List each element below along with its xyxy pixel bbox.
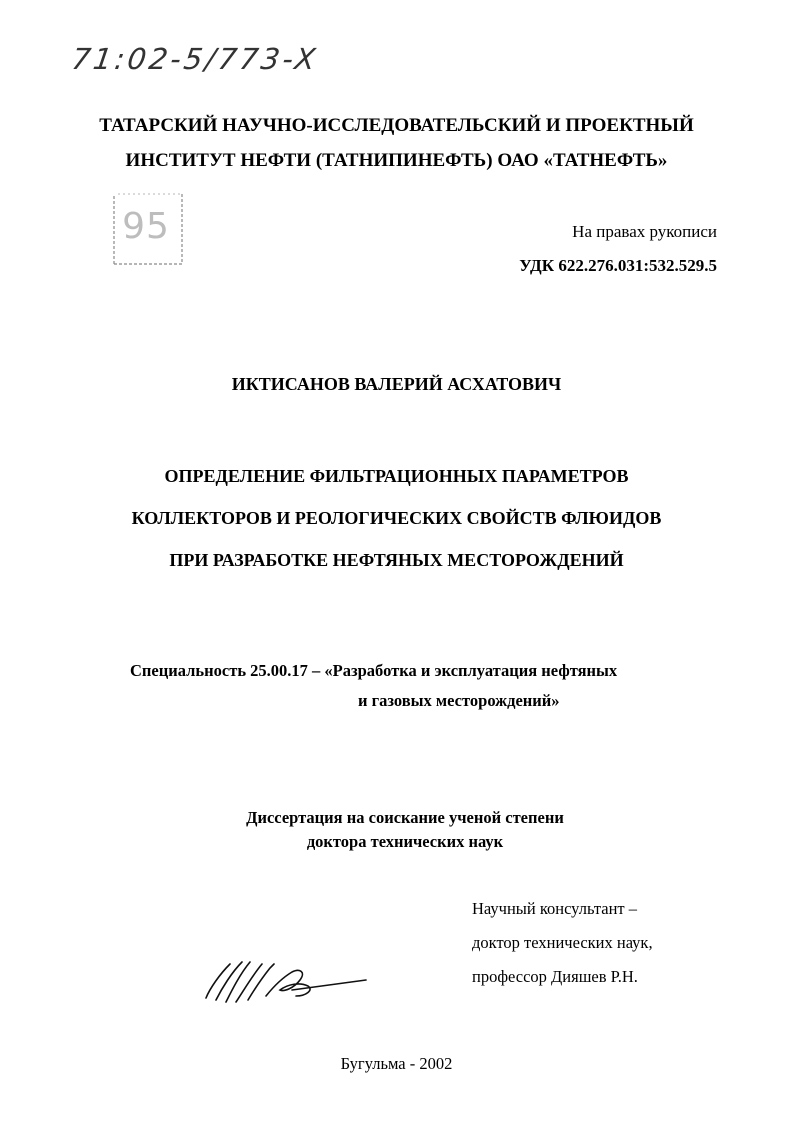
specialty-line-1: Специальность 25.00.17 – «Разработка и эксплуатация нефтяных bbox=[130, 661, 618, 680]
scientific-consultant bbox=[472, 892, 653, 994]
archive-code: 71:02-5/773-X bbox=[69, 42, 321, 76]
institute-name bbox=[0, 108, 793, 178]
dissertation-degree bbox=[0, 806, 793, 854]
title-line-3: ПРИ РАЗРАБОТКЕ НЕФТЯНЫХ МЕСТОРОЖДЕНИЙ bbox=[169, 550, 624, 570]
stamp-number: 95 bbox=[122, 206, 170, 247]
dissertation-title bbox=[0, 455, 793, 581]
institute-line-1: ТАТАРСКИЙ НАУЧНО-ИССЛЕДОВАТЕЛЬСКИЙ И ПРОЕКТНЫЙ bbox=[99, 115, 694, 136]
title-line-1: ОПРЕДЕЛЕНИЕ ФИЛЬТРАЦИОННЫХ ПАРАМЕТРОВ bbox=[164, 466, 629, 486]
degree-line-2: доктора технических наук bbox=[306, 832, 504, 851]
specialty bbox=[130, 656, 690, 716]
consultant-line-2: доктор технических наук, bbox=[472, 933, 653, 952]
institute-line-2: ИНСТИТУТ НЕФТИ (ТАТНИПИНЕФТЬ) ОАО «ТАТНЕФТЬ» bbox=[125, 150, 668, 171]
author-signature bbox=[196, 950, 376, 1010]
city-year: Бугульма - 2002 bbox=[340, 1054, 453, 1073]
udc-code: УДК 622.276.031:532.529.5 bbox=[519, 256, 717, 275]
consultant-line-3: профессор Дияшев Р.Н. bbox=[472, 967, 638, 986]
specialty-line-2: и газовых месторождений» bbox=[358, 691, 560, 710]
consultant-line-1: Научный консультант – bbox=[472, 899, 637, 918]
degree-line-1: Диссертация на соискание ученой степени bbox=[246, 808, 564, 827]
author-name: ИКТИСАНОВ ВАЛЕРИЙ АСХАТОВИЧ bbox=[231, 374, 562, 394]
title-line-2: КОЛЛЕКТОРОВ И РЕОЛОГИЧЕСКИХ СВОЙСТВ ФЛЮИДОВ bbox=[131, 508, 662, 528]
rights-note: На правах рукописи bbox=[572, 222, 717, 241]
